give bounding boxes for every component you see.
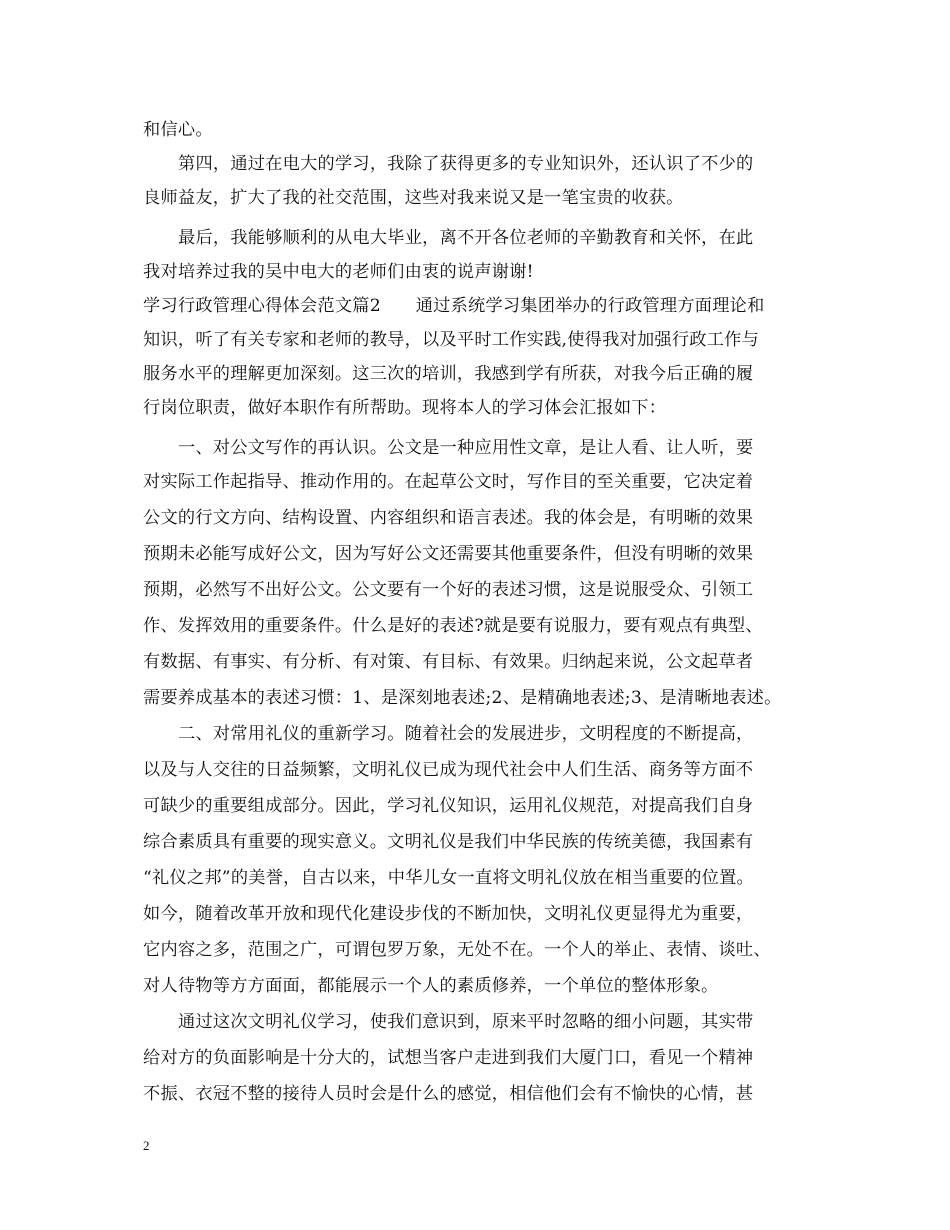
text-line: 预期，必然写不出好公文。公文要有一个好的表述习惯，这是说服受众、引领工 — [143, 580, 754, 600]
text-line: 最后，我能够顺利的从电大毕业，离不开各位老师的辛勤教育和关怀，在此 — [178, 228, 754, 248]
text-line: 公文的行文方向、结构设置、内容组织和语言表述。我的体会是，有明晰的效果 — [143, 508, 754, 528]
text-line: 需要养成基本的表述习惯：1、是深刻地表述;2、是精确地表述;3、是清晰地表述。 — [143, 688, 782, 708]
text-line: 服务水平的理解更加深刻。这三次的培训，我感到学有所获，对我今后正确的履 — [143, 364, 754, 384]
text-line: 和信心。 — [143, 120, 213, 140]
text-line: 如今，随着改革开放和现代化建设步伐的不断加快，文明礼仪更显得尤为重要， — [143, 904, 754, 924]
text-line: 知识，听了有关专家和老师的教导，以及平时工作实践,使得我对加强行政工作与 — [143, 330, 760, 350]
text-line: 作、发挥效用的重要条件。什么是好的表述?就是要有说服力，要有观点有典型、 — [143, 616, 763, 636]
text-line: 预期未必能写成好公文，因为写好公文还需要其他重要条件，但没有明晰的效果 — [143, 544, 754, 564]
text-line: 我对培养过我的吴中电大的老师们由衷的说声谢谢! — [143, 262, 534, 282]
text-line: “礼仪之邦”的美誉，自古以来，中华儿女一直将文明礼仪放在相当重要的位置。 — [143, 868, 754, 888]
page-number: 2 — [143, 1138, 150, 1153]
text-line: 行岗位职责，做好本职作有所帮助。现将本人的学习体会汇报如下： — [143, 398, 667, 418]
text-line: 不振、衣冠不整的接待人员时会是什么的感觉，相信他们会有不愉快的心情，甚 — [143, 1084, 754, 1104]
text-line: 二、对常用礼仪的重新学习。随着社会的发展进步，文明程度的不断提高， — [178, 724, 754, 744]
text-line: 可缺少的重要组成部分。因此，学习礼仪知识，运用礼仪规范，对提高我们自身 — [143, 796, 754, 816]
text-line: 给对方的负面影响是十分大的，试想当客户走进到我们大厦门口，看见一个精神 — [143, 1048, 754, 1068]
text-line: 第四，通过在电大的学习，我除了获得更多的专业知识外，还认识了不少的 — [178, 154, 754, 174]
text-line: 对实际工作起指导、推动作用的。在起草公文时，写作目的至关重要，它决定着 — [143, 472, 754, 492]
text-line: 通过这次文明礼仪学习，使我们意识到，原来平时忽略的细小问题，其实带 — [178, 1012, 754, 1032]
text-line: 有数据、有事实、有分析、有对策、有目标、有效果。归纳起来说，公文起草者 — [143, 652, 754, 672]
text-line: 综合素质具有重要的现实意义。文明礼仪是我们中华民族的传统美德，我国素有 — [143, 832, 754, 852]
text-line: 以及与人交往的日益频繁，文明礼仪已成为现代社会中人们生活、商务等方面不 — [143, 760, 754, 780]
text-line: 对人待物等方方面面，都能展示一个人的素质修养，一个单位的整体形象。 — [143, 976, 719, 996]
text-line: 一、对公文写作的再认识。公文是一种应用性文章，是让人看、让人听，要 — [178, 438, 754, 458]
text-line: 良师益友，扩大了我的社交范围，这些对我来说又是一笔宝贵的收获。 — [143, 188, 684, 208]
section-heading-line: 学习行政管理心得体会范文篇2 通过系统学习集团举办的行政管理方面理论和 — [143, 296, 765, 316]
text-line: 它内容之多，范围之广，可谓包罗万象，无处不在。一个人的举止、表情、谈吐、 — [143, 940, 771, 960]
